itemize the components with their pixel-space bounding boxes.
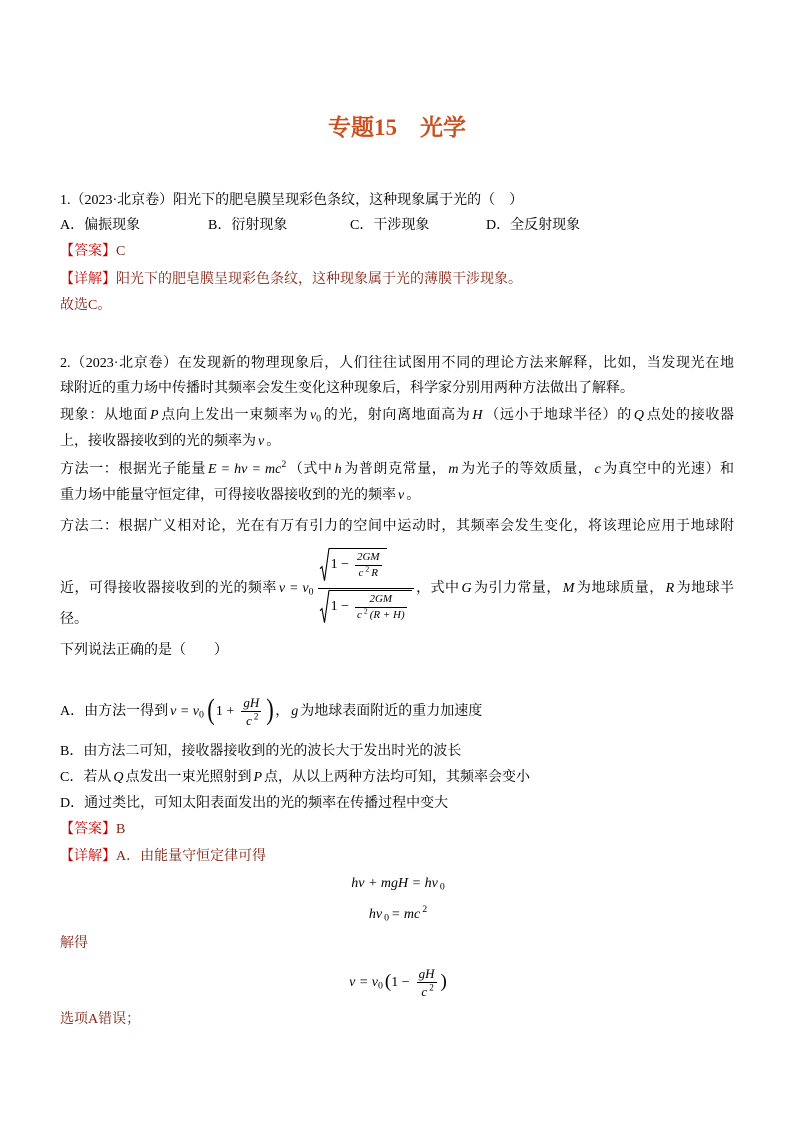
q1-answer	[60, 239, 734, 265]
numerator-radicand	[329, 548, 387, 581]
option-c-q-symbol: Q	[113, 770, 124, 785]
q2-detail-text: A．由能量守恒定律可得	[116, 849, 267, 864]
method1-line-2	[60, 483, 734, 509]
method2-text-6: 为地球半	[676, 580, 735, 596]
phenomenon-line-2	[60, 429, 734, 455]
q2-detail-label: 【详解】	[60, 849, 116, 864]
option-a-formula-lhs	[170, 704, 204, 719]
numerator-inner-bottom	[353, 566, 384, 580]
option-c-text-3: 点，从以上两种方法均可知，其频率会变小	[264, 770, 531, 785]
equation-result	[60, 963, 734, 1003]
option-a-fraction-bottom	[239, 712, 263, 729]
method1-text-1: 方法一：根据光子能量	[60, 462, 206, 477]
phenomenon-line-1	[60, 403, 734, 429]
option-c-text-2: 点发出一束光照射到	[125, 770, 252, 785]
equation-2-subscript: 0	[384, 912, 389, 924]
q2-answer-label: 【答案】	[60, 822, 116, 837]
denominator-inner-top: 2GM	[355, 593, 407, 608]
option-a-text-3: 为地球表面附近的重力加速度	[300, 704, 483, 719]
equation-3-lhs	[349, 975, 383, 990]
denominator-inner-sup: 2	[363, 606, 368, 616]
option-a-fraction	[239, 695, 263, 729]
gravitational-constant-g-symbol: G	[461, 580, 472, 596]
option-a-text-1: A．由方法一得到	[60, 704, 169, 719]
q1-option-d: D．全反射现象	[486, 218, 581, 233]
equation-3-fraction-c: c	[421, 984, 428, 1000]
point-q-symbol: Q	[633, 408, 645, 423]
denominator-inner-rh: (R + H)	[369, 609, 405, 622]
option-a-one-plus: 1 +	[215, 704, 235, 719]
q1-detail	[60, 267, 734, 293]
q2-detail	[60, 844, 734, 870]
q2-option-a-conclusion: 选项A错误；	[60, 1012, 141, 1027]
q2-option-d: D．通过类比，可知太阳表面发出的光的频率在传播过程中变大	[60, 796, 449, 811]
option-c-p-symbol: P	[253, 770, 263, 785]
equation-3-right-paren: )	[440, 971, 447, 993]
solve-label: 解得	[60, 936, 88, 951]
page-title: 专题15 光学	[328, 115, 466, 140]
q2-answer-value: B	[116, 822, 126, 837]
denominator-inner-c: c	[356, 609, 362, 622]
method2-formula-lhs-text: ν = ν	[278, 580, 309, 596]
equation-energy-conservation	[60, 871, 734, 897]
equation-1-text: hν + mgH = hν	[351, 876, 438, 891]
equation-3-fraction-top: gH	[417, 966, 437, 984]
radical-sign	[320, 548, 329, 581]
equation-photon-energy	[60, 902, 734, 928]
light-speed-c-symbol: c	[594, 462, 601, 477]
numerator-inner-sup: 2	[365, 564, 370, 574]
q1-answer-label: 【答案】	[60, 244, 116, 259]
phenomenon-text-2: 点向上发出一束频率为	[160, 408, 308, 423]
phenomenon-text-1: 现象：从地面	[60, 408, 149, 423]
frequency-ratio-numerator	[318, 548, 414, 589]
nu-subscript: 0	[316, 413, 322, 425]
q1-conclusion: 故选C。	[60, 298, 112, 313]
numerator-inner-c: c	[358, 567, 364, 580]
equation-3-lhs-text: ν = ν	[349, 975, 378, 990]
earth-radius-r-symbol: R	[665, 580, 675, 596]
equation-3-fraction-sup: 2	[429, 982, 434, 993]
phenomenon-text-4: （远小于地球半径）的	[484, 408, 632, 423]
method1-text-3: 为普朗克常量，	[343, 462, 447, 477]
point-p-symbol: P	[150, 408, 159, 423]
equation-2-lhs: hν	[368, 907, 383, 922]
phenomenon-text-5: 点处的接收器	[646, 408, 735, 423]
phenomenon-text-7: 。	[266, 434, 281, 449]
planck-h-symbol: h	[334, 462, 342, 477]
photon-energy-formula	[207, 459, 287, 477]
height-h-symbol: H	[472, 408, 483, 423]
equation-3-subscript: 0	[378, 980, 383, 992]
q2-option-b: B．由方法二可知，接收器接收到的光的波长大于发出时光的波长	[60, 744, 462, 759]
q2-prompt: 下列说法正确的是（ ）	[60, 643, 228, 658]
q2-answer	[60, 817, 734, 843]
q1-options	[60, 213, 734, 239]
method1-line-1	[60, 457, 734, 483]
q1-detail-text: 阳光下的肥皂膜呈现彩色条纹，这种现象属于光的薄膜干涉现象。	[116, 272, 522, 287]
option-a-fraction-c: c	[246, 713, 252, 729]
q2-option-a	[60, 693, 734, 731]
method2-text-3: ，式中	[415, 580, 460, 596]
equation-3-one-minus: 1 −	[391, 975, 410, 990]
q1-option-a: A．偏振现象	[60, 218, 141, 233]
option-a-text-2: ，	[275, 704, 290, 719]
equation-3-fraction-bottom	[415, 983, 439, 1000]
method2-text-5: 为地球质量，	[576, 580, 664, 596]
numerator-inner-r: R	[371, 567, 378, 580]
option-c-text-1: C．若从	[60, 770, 112, 785]
equation-2-rhs: = mc	[390, 907, 421, 922]
numerator-one-minus: 1 −	[330, 557, 349, 573]
method2-text-2: 近，可得接收器接收到的光的频率	[60, 580, 277, 596]
equation-2-superscript: 2	[422, 904, 428, 916]
photon-energy-formula-superscript: 2	[281, 459, 287, 471]
mass-m-symbol: m	[448, 462, 459, 477]
option-a-right-paren: )	[266, 692, 274, 726]
equation-1-subscript: 0	[439, 881, 445, 893]
q1-answer-value: C	[116, 244, 126, 259]
equation-3-left-paren: (	[384, 971, 392, 993]
option-a-fraction-sup: 2	[253, 711, 259, 722]
received-nu-symbol: ν	[258, 434, 265, 449]
method2-formula-lhs-subscript: 0	[308, 586, 314, 598]
option-a-left-paren: (	[207, 692, 215, 726]
equation-3-fraction	[415, 966, 439, 1000]
method1-text-5: 为真空中的光速）和	[602, 462, 735, 477]
numerator-inner-fraction	[353, 551, 384, 580]
q1-option-b: B．衍射现象	[208, 218, 288, 233]
numerator-inner-top: 2GM	[355, 551, 382, 566]
nu-symbol: ν	[309, 408, 317, 423]
q1-stem: 1.（2023·北京卷）阳光下的肥皂膜呈现彩色条纹，这种现象属于光的（ ）	[60, 193, 524, 208]
method1-text-6: 重力场中能量守恒定律，可得接收器接收到的光的频率	[60, 488, 396, 503]
q2-stem-line-2: 球附近的重力场中传播时其频率会发生变化这种现象后，科学家分别用两种方法做出了解释。	[60, 381, 634, 396]
q1-option-c: C．干涉现象	[350, 218, 430, 233]
denominator-one-minus: 1 −	[330, 599, 349, 615]
method1-nu-symbol: ν	[398, 488, 405, 503]
earth-mass-m-symbol: M	[562, 580, 575, 596]
nu-zero-symbol	[310, 408, 321, 423]
method1-text-4: 为光子的等效质量，	[460, 462, 593, 477]
method2-formula-lhs	[279, 581, 314, 596]
gravity-g-symbol: g	[291, 704, 299, 719]
method1-text-7: 。	[406, 488, 421, 503]
option-a-formula-lhs-subscript: 0	[199, 709, 204, 721]
photon-energy-formula-text: E = hν = mc	[207, 462, 282, 477]
q1-detail-label: 【详解】	[60, 272, 116, 287]
method1-text-2: （式中	[288, 462, 333, 477]
option-a-fraction-top: gH	[241, 695, 261, 713]
q2-option-c	[60, 765, 734, 791]
method2-line-3: 径。	[60, 612, 88, 627]
option-a-formula-lhs-text: ν = ν	[170, 704, 199, 719]
method2-text-4: 为引力常量，	[473, 580, 561, 596]
phenomenon-text-3: 的光，射向离地面高为	[323, 408, 471, 423]
phenomenon-text-6: 上，接收器接收到的光的频率为	[60, 434, 256, 449]
q2-stem-line-1: 2.（2023·北京卷）在发现新的物理现象后，人们往往试图用不同的理论方法来解释，比如，当发现光在地	[60, 356, 734, 371]
numerator-square-root	[320, 548, 387, 581]
method2-line-1: 方法二：根据广义相对论，光在有万有引力的空间中运动时，其频率会发生变化，将该理论应用于地球附	[60, 519, 734, 534]
